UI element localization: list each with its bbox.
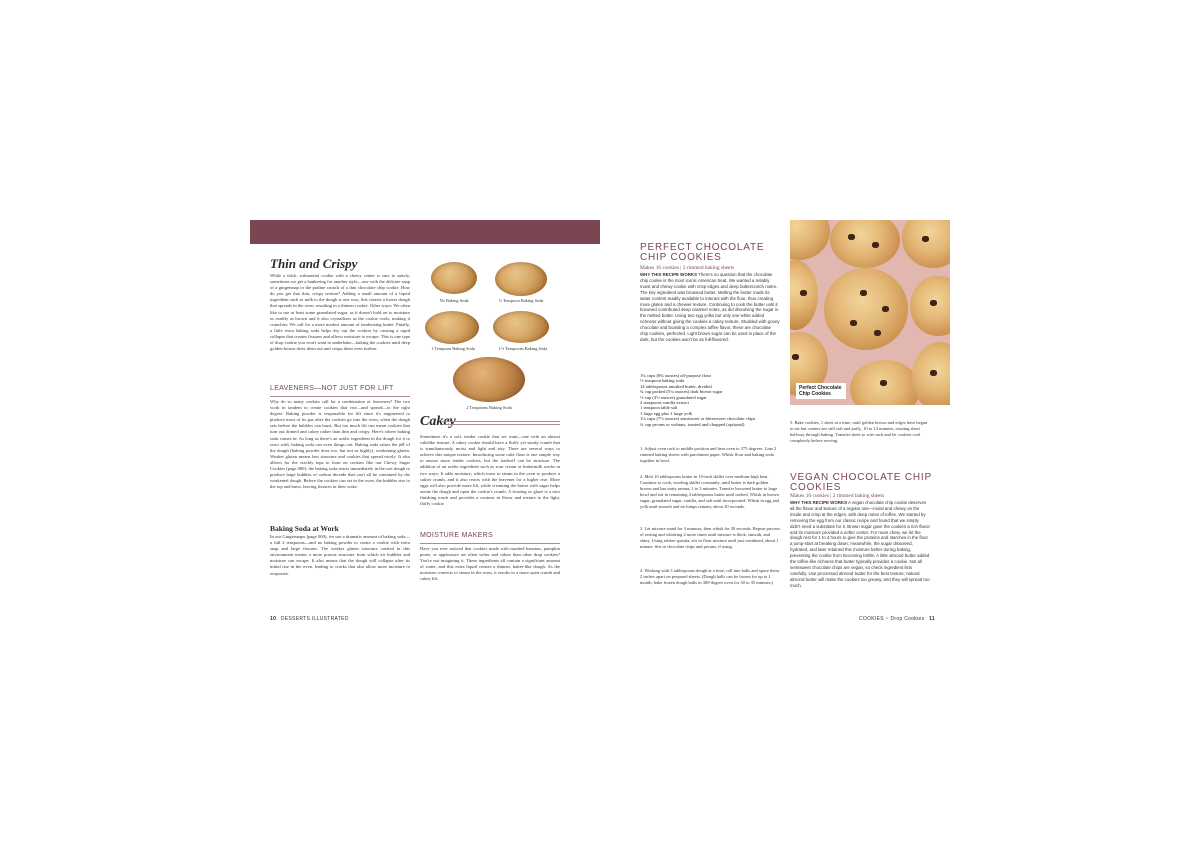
right-page-number: 11 [929, 616, 935, 622]
leaveners-rule [270, 396, 410, 397]
cookie-one-tsp-image [425, 311, 479, 344]
cakey-body: Sometimes it's a soft, tender cookie that we want—one with an almost cakelike texture. A cakey cookie should have a fluffy yet sturdy crumb that is simultaneously moist and light and airy. There are several ways to achieve this unique texture. Introducing some cake flour is one simple way to ensure more tender cookies, but the tradeoff can be structure. The addition of an acidic ingredient such as sour cream or buttermilk works in two ways: It adds moisture, which turns to steam in the oven to produce a cakier crumb, and it also reacts with the leavener for a higher rise. More eggs will also provide more lift, while creaming the butter with sugar helps aerate the dough and open the cookie's crumb. A frosting or glaze is a nice finishing touch and provides a contrast in flavor and texture to the light, fluffy cookie. [420, 434, 560, 507]
cookie-half-tsp-image [495, 262, 547, 296]
recipe-step-5: 5. Bake cookies, 1 sheet at a time, until golden brown and edges have begun to set but centers are still soft and puffy, 10 to 14 minutes, rotating sheet halfway through baking. Transfer sheet to wire rack and let cookies cool completely before serving. [790, 420, 928, 443]
right-running-head: COOKIES ~ Drop Cookies [859, 616, 925, 622]
leaveners-heading: LEAVENERS—NOT JUST FOR LIFT [270, 385, 394, 392]
cakey-rule [442, 421, 560, 425]
ingredient-list [640, 373, 790, 427]
caption-no-baking-soda: No Baking Soda [439, 298, 469, 303]
leaveners-body: Why do so many cookies call for a combination of leaveners? The two work in tandem to create cookies that rise—and spread—to the right degree. Baking powder is responsible for lift since it's engineered to produce most of its gas after the cookies go into the oven, when the dough sets before the bubbles can burst. But too much lift can mean cookies that turn out domed and cakey rather than thin and crispy. Here's where baking soda comes in: As long as there's an acidic ingredient in the dough for it to react with, baking soda can even things out. Baking soda raises the pH of the dough (baking powder does too, but not as highly), weakening gluten. Weaker gluten means less structure and cookies that spread nicely. It also allows for the crackly tops to form on cookies like our Chewy Sugar Cookies (page 000): the baking soda reacts immediately in the wet dough to produce large bubbles of carbon dioxide that can't all be contained by the weakened dough. Before the cookies can set in the oven, the bubbles rise to the top and burst, leaving fissures in their wake. [270, 399, 410, 490]
ingredient-item: ¾ cup pecans or walnuts, toasted and chopped (optional) [640, 421, 745, 427]
right-folio [859, 616, 935, 622]
moisture-makers-body: Have you ever noticed that cookies made with mashed bananas, pumpkin puree, or applesauce are often softer and cakier than other drop cookies? You're not imagining it. These ingredients all contain a significant amount of water, and this extra liquid creates a thinner, batter-like dough. As the moisture converts to steam in the oven, it results in a more open crumb and cakey lift. [420, 546, 560, 582]
cookies-photo [790, 220, 950, 405]
ingredient-item: ½ teaspoon baking soda [640, 378, 685, 384]
ingredient-item: 1 teaspoon table salt [640, 405, 678, 411]
left-folio [270, 616, 349, 622]
left-running-head: DESSERTS ILLUSTRATED [280, 616, 349, 622]
recipe2-why-it-works [790, 500, 930, 608]
recipe-title-perfect-cc [640, 243, 764, 263]
moisture-rule [420, 543, 560, 544]
caption-two-tsp: 2 Teaspoons Baking Soda [466, 405, 512, 410]
caption-one-tsp: 1 Teaspoon Baking Soda [431, 346, 475, 351]
photo-label: Perfect Chocolate Chip Cookies [796, 383, 846, 399]
recipe-step-3: 3. Let mixture stand for 3 minutes, then whisk for 30 seconds. Repeat process of resting and whisking 2 more times until mixture is thick, smooth, and shiny. Using rubber spatula, stir in flour mixture until just combined, about 1 minute. Stir in chocolate chips and pecans, if using. [640, 526, 780, 549]
ingredient-item: 2 teaspoons vanilla extract [640, 400, 689, 406]
ingredient-item: 1¾ cups (8¾ ounces) all-purpose flour [640, 373, 712, 378]
header-band [250, 220, 600, 244]
section-title-cakey: Cakey [420, 414, 456, 429]
baking-soda-body: In our Gingersnaps (page 000), we use a dramatic amount of baking soda—a full 2 teaspoons—and no baking powder to create a cookie with extra snap and large fissures. The weaker gluten structure created in this environment means a more porous structure from which air bubbles and moisture can escape. It also means that the dough will collapse after its initial rise in the oven, leading to cracks that also allow more moisture to evaporate. [270, 534, 410, 576]
cookie-two-tsp-image [453, 357, 525, 402]
recipe-title-line-2: CHIP COOKIES [640, 252, 722, 263]
moisture-makers-heading: MOISTURE MAKERS [420, 532, 493, 539]
recipe-yield: Makes 16 cookies | 2 rimmed baking sheets [640, 265, 735, 271]
recipe-why-it-works [640, 272, 780, 368]
section-title-thin-and-crispy: Thin and Crispy [270, 256, 358, 271]
caption-half-tsp: ½ Teaspoon Baking Soda [498, 298, 544, 303]
recipe-step-4: 4. Working with 3 tablespoons dough at a time, roll into balls and space them 2 inches apart on prepared sheets. (Dough balls can be frozen for up to 1 month; bake frozen dough balls in 300-degree oven for 30 to 35 minutes.) [640, 568, 780, 585]
why-label-2: WHY THIS RECIPE WORKS [790, 500, 848, 505]
cookie-one-half-tsp-image [493, 311, 549, 343]
recipe-title-vegan-cc [790, 473, 932, 493]
caption-one-half-tsp: 1½ Teaspoons Baking Soda [498, 346, 548, 351]
ingredient-item: 1¼ cups (7½ ounces) semisweet or bittersweet chocolate chips [640, 416, 756, 422]
recipe2-title-line-1: VEGAN CHOCOLATE CHIP [790, 472, 932, 483]
baking-soda-heading: Baking Soda at Work [270, 524, 339, 533]
thin-crispy-body: While a thick, substantial cookie with a chewy center is sure to satisfy, sometimes we get a hankering for another style—one with the delicate snap of a gingersnap or the praline crunch of a thin chocolate chip cookie. How do you get that thin, crispy texture? Adding a small amount of a liquid ingredient such as milk to the dough is one way; this creates a looser dough that spreads in the oven, resulting in a thinner cookie. Other ways: We often like to use at least some granulated sugar, as it doesn't hold on to moisture as readily as brown and it also crystallizes as the cookie cools, making it crunchier. We call for a more modest amount of tenderizing butter. Finally, a little extra baking soda helps dry out the cookies by causing a rapid collapse that creates fissures and allows moisture to escape. This is one type of drop cookie you won't want to underbake—baking the cookies until deep golden brown dries them out and crisps them even further. [270, 273, 410, 352]
recipe2-yield: Makes 16 cookies | 2 rimmed baking sheets [790, 493, 885, 499]
why-label: WHY THIS RECIPE WORKS [640, 272, 698, 277]
ingredient-item: 1 large egg plus 1 large yolk [640, 410, 693, 416]
recipe2-title-line-2: COOKIES [790, 482, 842, 493]
ingredient-item: 14 tablespoons unsalted butter, divided [640, 383, 712, 389]
ingredient-item: ½ cup (3½ ounces) granulated sugar [640, 394, 707, 400]
recipe-step-2: 2. Melt 10 tablespoons butter in 10-inch skillet over medium-high heat. Continue to cook, swirling skillet constantly, until butter is dark golden brown and has nutty aroma, 1 to 3 minutes. Transfer browned butter to large bowl and stir in remaining 4 tablespoons butter until melted. Whisk in brown sugar, granulated sugar, vanilla, and salt until incorporated. Whisk in egg and yolk until smooth and no lumps remain, about 30 seconds. [640, 474, 780, 509]
recipe-step-1: 1. Adjust oven rack to middle position and heat oven to 375 degrees. Line 2 rimmed baking sheets with parchment paper. Whisk flour and baking soda together in bowl. [640, 446, 777, 463]
cookie-no-baking-soda-image [431, 262, 477, 294]
why-text-2: A vegan chocolate chip cookie deserves all the flavor and texture of a regular one—moist and chewy on the inside and crisp at the edges, with deep notes of toffee. We started by removing the egg from our classic recipe and found that we simply didn't need a substitute for it. Brown sugar gave the cookies a rich flavor and its moisture provided a softer center. For more chew, we let the dough rest for 1 to 4 hours to give the proteins and starches in the flour a jump-start at breaking down; meanwhile, the sugar dissolved, hydrated, and later retained this moisture better during baking, preventing the cookie from becoming brittle. A little almond butter added the toffee-like richness that butter typically provides a cookie. Not all semisweet chocolate chips are vegan, so check ingredient lists carefully. Use processed almond butter for the best texture; natural almond butter will make the cookies too greasy, and they will spread too much. [790, 500, 930, 588]
ingredient-item: ¾ cup packed (5¼ ounces) dark brown sugar [640, 389, 723, 395]
recipe-title-line-1: PERFECT CHOCOLATE [640, 242, 765, 253]
left-page-number: 10 [270, 616, 277, 622]
why-text: There's no question that the chocolate chip cookie is the most iconic American treat. We wanted a reliably moist and chewy cookie with crisp edges and deep butterscotch notes. The key ingredient was browned butter. Melting the butter made its water content readily available to interact with the flour, thus creating more gluten and a chewier texture. Continuing to cook the butter until it browned contributed deep caramel notes, as did dissolving the sugar in the melted butter. Using two egg yolks but only one white added richness without giving the cookies a cakey texture. Studded with gooey chocolate and boasting a complex toffee flavor, these are chocolate chip cookies, perfected. Light brown sugar can be used in place of the dark, but the cookies won't be as full-flavored. [640, 272, 780, 342]
